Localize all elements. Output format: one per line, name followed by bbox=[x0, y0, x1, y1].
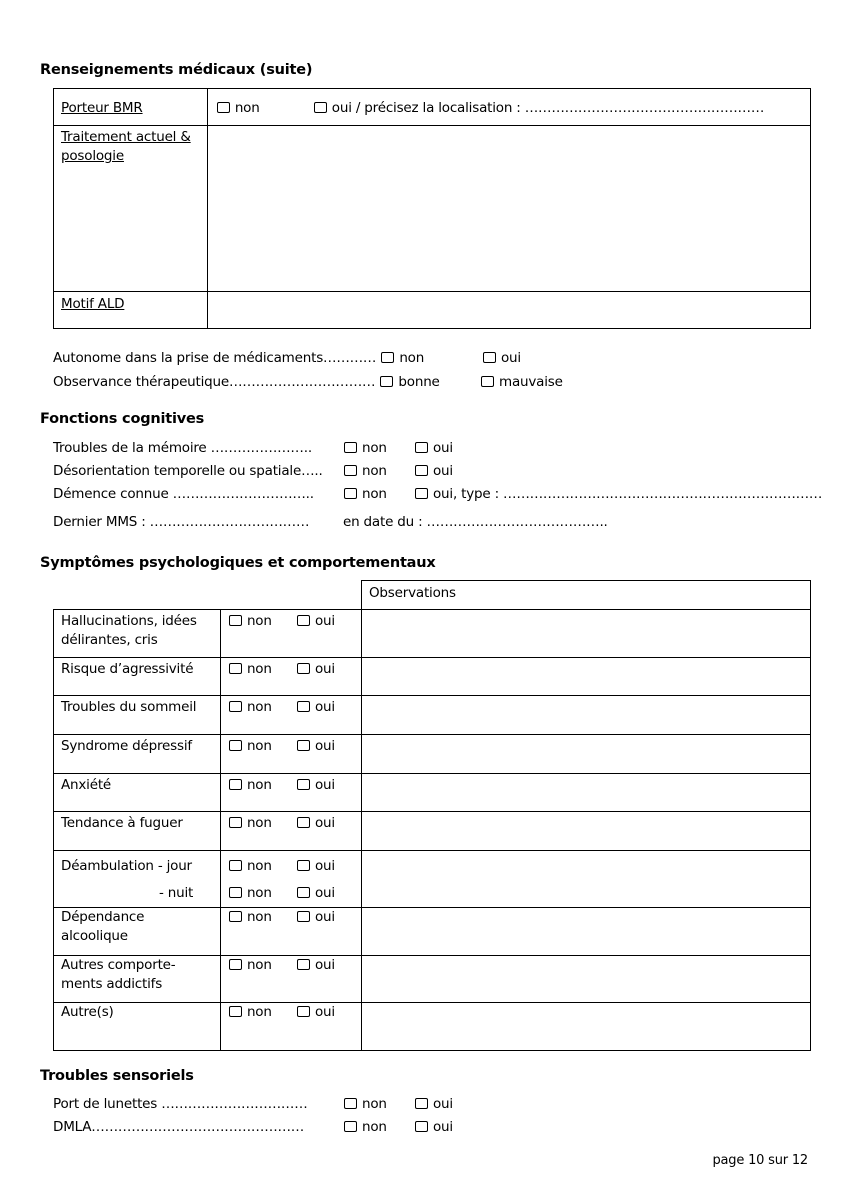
observation-field[interactable] bbox=[361, 956, 810, 1003]
checkbox-non[interactable]: non bbox=[229, 814, 297, 833]
checkbox-observance-bonne[interactable]: bonne bbox=[380, 374, 439, 390]
checkbox-non[interactable]: non bbox=[229, 698, 297, 717]
checkbox-dmla-oui[interactable]: oui bbox=[415, 1119, 453, 1135]
line-mms: Dernier MMS : ……………………………… en date du : ………………………………….. bbox=[53, 514, 608, 530]
line-dmla: DMLA………………………………………… non oui bbox=[53, 1119, 453, 1135]
label-porteur-bmr: Porteur BMR bbox=[61, 100, 143, 116]
symptoms-table bbox=[53, 609, 811, 1051]
line-memoire: Troubles de la mémoire ………………….. non oui bbox=[53, 440, 453, 456]
label-motif-ald: Motif ALD bbox=[61, 296, 125, 312]
mms-date: en date du : ………………………………….. bbox=[343, 514, 608, 530]
symptom-row: Syndrome dépressif non oui bbox=[54, 735, 811, 774]
symptom-row: Autres comporte- ments addictifs non oui bbox=[54, 956, 811, 1003]
symptom-row: Anxiété non oui bbox=[54, 774, 811, 812]
symptom-row: Hallucinations, idées délirantes, cris non oui bbox=[54, 610, 811, 658]
checkbox-non[interactable]: non bbox=[229, 612, 297, 631]
field-motif-ald[interactable] bbox=[207, 292, 810, 329]
checkbox-oui[interactable]: oui bbox=[297, 698, 335, 717]
checkbox-memoire-oui[interactable]: oui bbox=[415, 440, 453, 456]
checkbox-oui[interactable]: oui bbox=[297, 908, 335, 927]
checkbox-desorientation-oui[interactable]: oui bbox=[415, 463, 453, 479]
symptom-row: Tendance à fuguer non oui bbox=[54, 812, 811, 851]
checkbox-non[interactable]: non bbox=[229, 737, 297, 756]
checkbox-non[interactable]: non bbox=[229, 1003, 297, 1022]
field-traitement[interactable] bbox=[207, 126, 810, 292]
checkbox-oui[interactable]: oui bbox=[297, 956, 335, 975]
observation-field[interactable] bbox=[361, 1003, 810, 1051]
checkbox-nuit-non[interactable]: non bbox=[229, 880, 297, 907]
checkbox-bmr-oui[interactable]: oui / précisez la localisation : ……………………………………………… bbox=[314, 100, 764, 116]
checkbox-autonome-oui[interactable]: oui bbox=[483, 350, 521, 366]
symptom-row: Risque d’agressivité non oui bbox=[54, 658, 811, 696]
label-traitement-1: Traitement actuel & bbox=[61, 129, 191, 145]
checkbox-jour-non[interactable]: non bbox=[229, 853, 297, 880]
observation-field[interactable] bbox=[361, 658, 810, 696]
symptom-row: Dépendance alcoolique non oui bbox=[54, 908, 811, 956]
observation-field[interactable] bbox=[361, 812, 810, 851]
checkbox-oui[interactable]: oui bbox=[297, 776, 335, 795]
row-motif-ald bbox=[54, 292, 811, 329]
observation-field[interactable] bbox=[361, 851, 810, 908]
checkbox-desorientation-non[interactable]: non bbox=[344, 463, 387, 479]
checkbox-observance-mauvaise[interactable]: mauvaise bbox=[481, 374, 563, 390]
section-title-symptoms: Symptômes psychologiques et comportementaux bbox=[40, 555, 436, 571]
checkbox-non[interactable]: non bbox=[229, 956, 297, 975]
checkbox-lunettes-oui[interactable]: oui bbox=[415, 1096, 453, 1112]
line-observance: Observance thérapeutique…………………………… bonne mauvaise bbox=[53, 374, 563, 390]
checkbox-demence-oui[interactable]: oui, type : ……………………………………………………………… bbox=[415, 486, 822, 502]
checkbox-oui[interactable]: oui bbox=[297, 814, 335, 833]
checkbox-non[interactable]: non bbox=[229, 908, 297, 927]
line-desorientation: Désorientation temporelle ou spatiale….. non oui bbox=[53, 463, 453, 479]
checkbox-oui[interactable]: oui bbox=[297, 1003, 335, 1022]
section-title-cognitive: Fonctions cognitives bbox=[40, 411, 205, 427]
observation-field[interactable] bbox=[361, 610, 810, 658]
observation-field[interactable] bbox=[361, 908, 810, 956]
symptom-row-deambulation: Déambulation - jour - nuit non oui non oui bbox=[54, 851, 811, 908]
checkbox-nuit-oui[interactable]: oui bbox=[297, 880, 335, 907]
line-demence: Démence connue ………………………….. non oui, type : ……………………………………………………………… bbox=[53, 486, 823, 502]
checkbox-oui[interactable]: oui bbox=[297, 660, 335, 679]
checkbox-lunettes-non[interactable]: non bbox=[344, 1096, 387, 1112]
checkbox-bmr-non[interactable]: non bbox=[217, 100, 260, 116]
line-autonome: Autonome dans la prise de médicaments………… non oui bbox=[53, 350, 521, 366]
observations-header-cell bbox=[361, 580, 811, 610]
label-traitement-2: posologie bbox=[61, 148, 124, 164]
checkbox-demence-non[interactable]: non bbox=[344, 486, 387, 502]
checkbox-autonome-non[interactable]: non bbox=[381, 350, 424, 366]
checkbox-oui[interactable]: oui bbox=[297, 737, 335, 756]
checkbox-memoire-non[interactable]: non bbox=[344, 440, 387, 456]
symptom-row: Autre(s) non oui bbox=[54, 1003, 811, 1051]
section-title-medical: Renseignements médicaux (suite) bbox=[40, 62, 313, 78]
observation-field[interactable] bbox=[361, 774, 810, 812]
row-porteur-bmr bbox=[54, 89, 811, 126]
medical-info-table bbox=[53, 88, 811, 329]
observation-field[interactable] bbox=[361, 696, 810, 735]
line-lunettes: Port de lunettes …………………………… non oui bbox=[53, 1096, 453, 1112]
row-traitement bbox=[54, 126, 811, 292]
checkbox-jour-oui[interactable]: oui bbox=[297, 853, 335, 880]
checkbox-oui[interactable]: oui bbox=[297, 612, 335, 631]
observation-field[interactable] bbox=[361, 735, 810, 774]
checkbox-non[interactable]: non bbox=[229, 776, 297, 795]
symptom-row: Troubles du sommeil non oui bbox=[54, 696, 811, 735]
observations-header: Observations bbox=[369, 585, 456, 601]
checkbox-non[interactable]: non bbox=[229, 660, 297, 679]
section-title-sensory: Troubles sensoriels bbox=[40, 1068, 194, 1084]
checkbox-dmla-non[interactable]: non bbox=[344, 1119, 387, 1135]
page-number: page 10 sur 12 bbox=[712, 1153, 808, 1168]
